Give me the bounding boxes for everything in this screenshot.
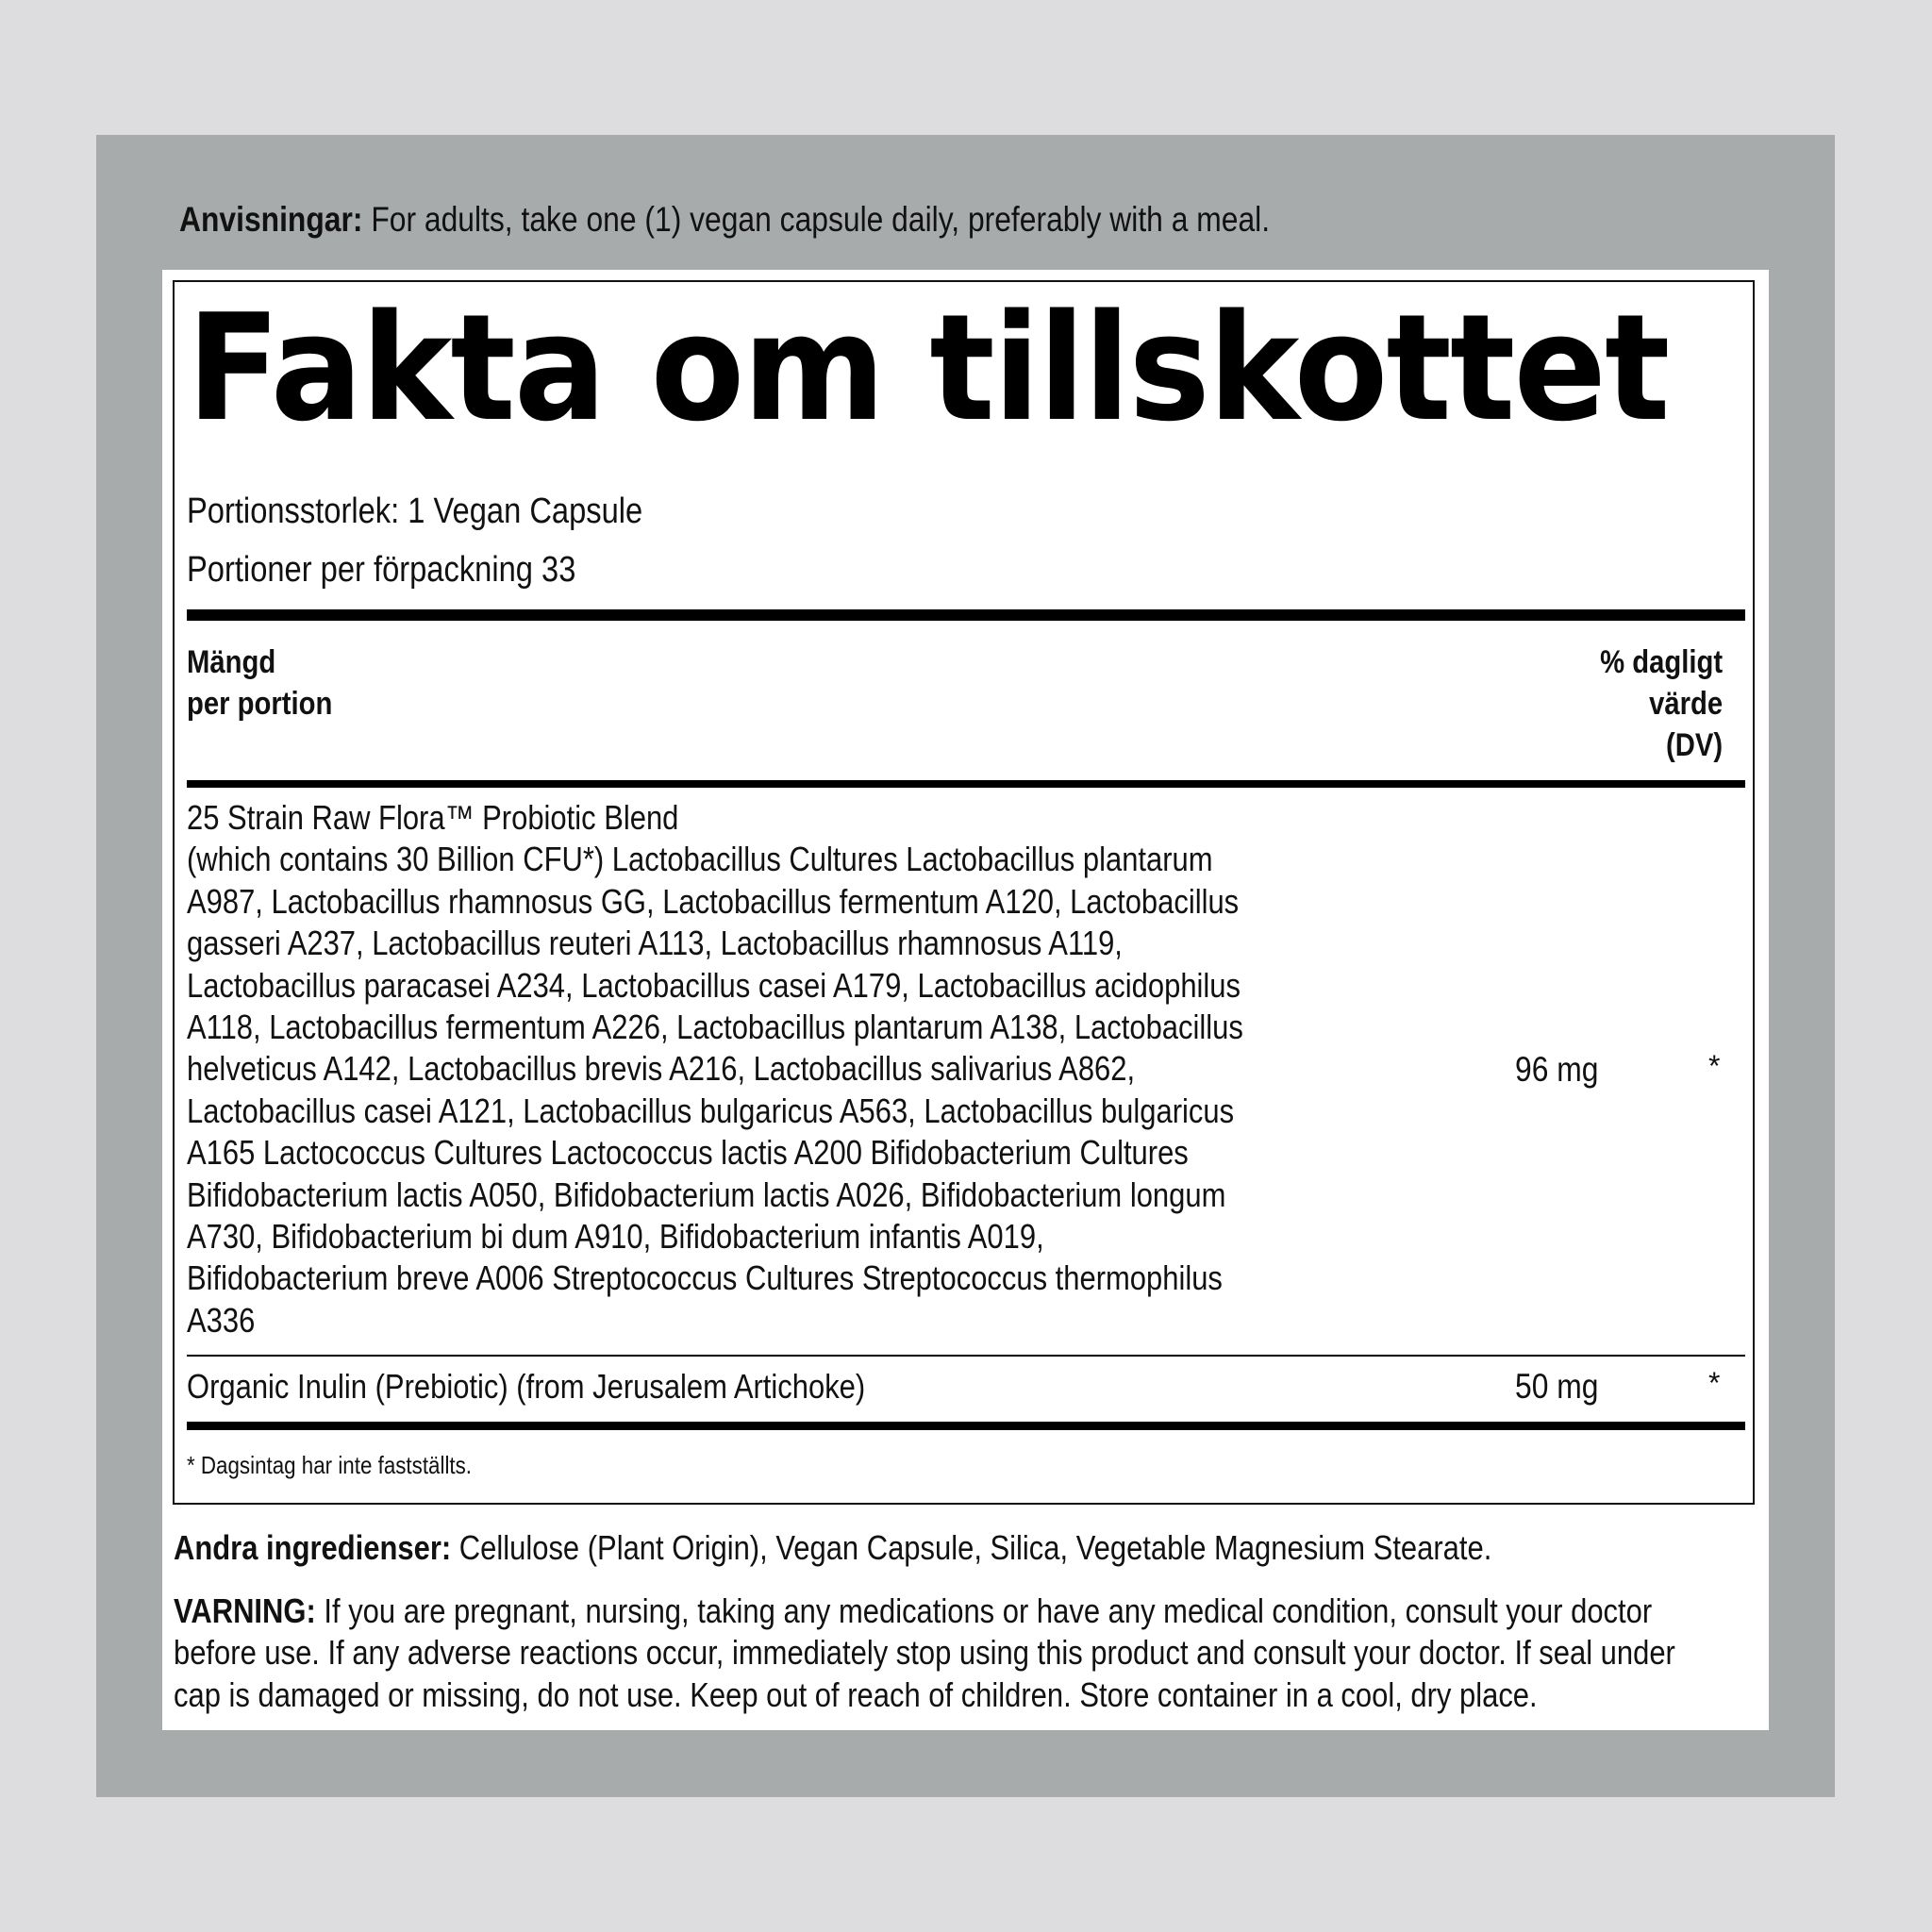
serving-size: Portionsstorlek: 1 Vegan Capsule: [187, 491, 643, 531]
other-ingredients-text: Cellulose (Plant Origin), Vegan Capsule, Silica, Vegetable Magnesium Stearate.: [451, 1528, 1492, 1567]
amount-header-line1: Mängd: [187, 644, 276, 680]
directions-text: [179, 196, 1270, 243]
warning-label: VARNING:: [174, 1591, 316, 1630]
servings-per-container: Portioner per förpackning 33: [187, 550, 576, 590]
inulin-amount: 50 mg: [1515, 1367, 1599, 1406]
inulin-name: Organic Inulin (Prebiotic) (from Jerusalem Artichoke): [187, 1367, 866, 1406]
amount-header: [187, 641, 356, 724]
inulin-dv: *: [1708, 1366, 1721, 1400]
dv-header-line1: % dagligt: [1600, 644, 1723, 680]
directions-body: For adults, take one (1) vegan capsule daily, preferably with a meal.: [362, 200, 1271, 239]
footnote-text: * Dagsintag har inte fastställts.: [187, 1451, 473, 1479]
probiotic-blend-dv: *: [1708, 1049, 1721, 1083]
dv-header-line3: (DV): [1665, 727, 1723, 763]
warning-body: If you are pregnant, nursing, taking any medications or have any medical condition, consult your doctor before use. If any adverse reactions occur, immediately stop using this product and consult your doctor. If seal under cap is damaged or missing, do not use. Keep out of reach of children. Store container in a cool, dry place.: [174, 1591, 1675, 1714]
servings-per-container-row: [187, 546, 640, 593]
thin-divider: [187, 1355, 1745, 1357]
probiotic-blend-name: 25 Strain Raw Flora™ Probiotic Blend: [187, 798, 679, 837]
thick-divider-header: [187, 780, 1745, 788]
dv-header-line2: värde: [1648, 686, 1723, 722]
probiotic-blend-ingredient: [187, 797, 1250, 1341]
other-ingredients-label: Andra ingredienser:: [174, 1528, 452, 1567]
thick-divider-bottom: [187, 1422, 1745, 1430]
inulin-ingredient: [187, 1366, 1250, 1407]
daily-value-header: [1580, 641, 1723, 766]
facts-title: Fakta om tillskottet: [187, 282, 1669, 454]
probiotic-blend-description: (which contains 30 Billion CFU*) Lactobacillus Cultures Lactobacillus plantarum A987, Lactobacillus rhamnosus GG, Lactobacillus fermentum A120, Lactobacillus gasseri A237, Lactobacillus reuteri A113, Lactobacillus rhamnosus A119, Lactobacillus paracasei A234, Lactobacillus casei A179, Lactobacillus acidophilus A118, Lactobacillus fermentum A226, Lactobacillus plantarum A138, Lactobacillus helveticus A142, Lactobacillus brevis A216, Lactobacillus salivarius A862, Lactobacillus casei A121, Lactobacillus bulgaricus A563, Lactobacillus bulgaricus A165 Lactococcus Cultures Lactococcus lactis A200 Bifidobacterium Cultures Bifidobacterium lactis A050, Bifidobacterium lactis A026, Bifidobacterium longum A730, Bifidobacterium bi dum A910, Bifidobacterium infantis A019, Bifidobacterium breve A006 Streptococcus Cultures Streptococcus thermophilus A336: [187, 840, 1243, 1340]
thick-divider-top: [187, 609, 1745, 621]
warning-text: [174, 1591, 1724, 1716]
amount-header-line2: per portion: [187, 686, 333, 722]
daily-value-footnote: [187, 1449, 518, 1481]
other-ingredients: [174, 1527, 1724, 1569]
directions-label: Anvisningar:: [179, 200, 363, 239]
probiotic-blend-amount: 96 mg: [1515, 1050, 1599, 1089]
serving-size-row: [187, 488, 717, 535]
